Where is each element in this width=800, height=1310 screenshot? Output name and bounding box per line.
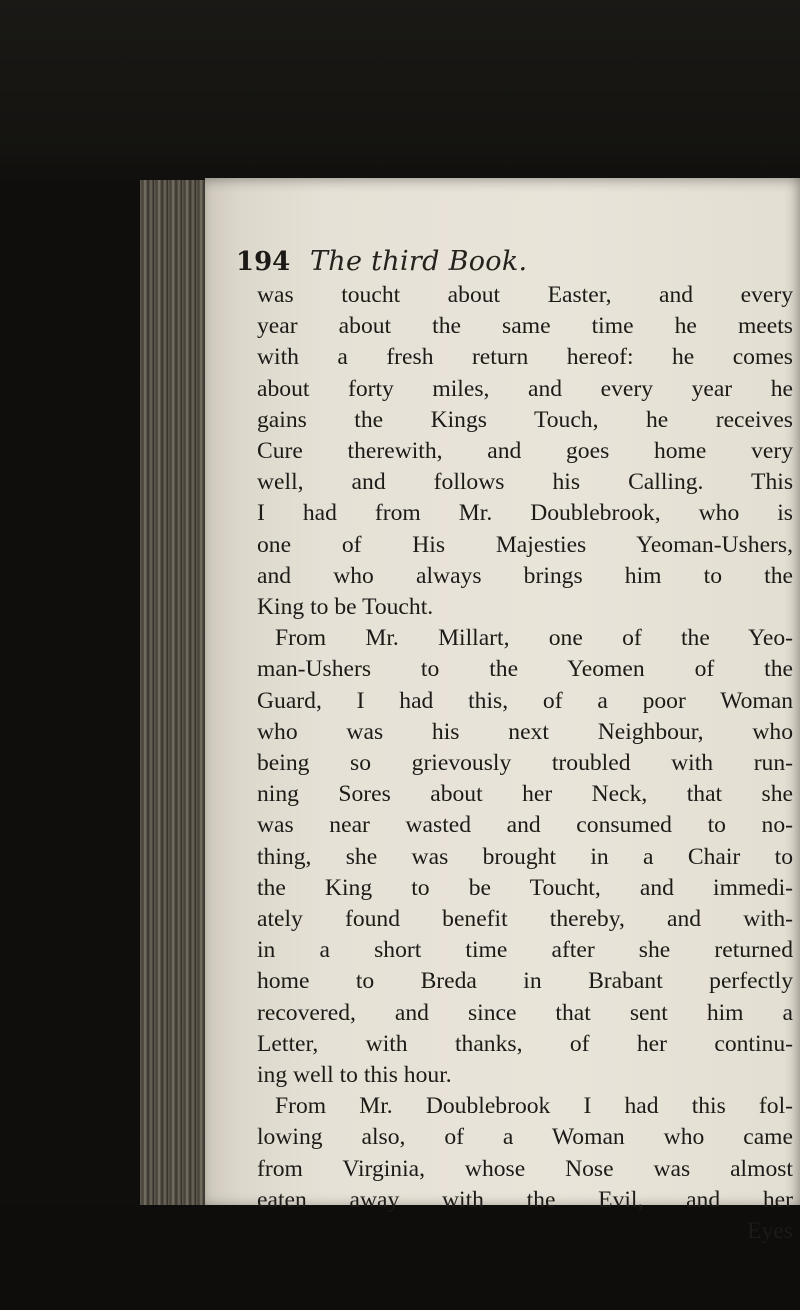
text-line: ately found benefit thereby, and with- — [257, 906, 793, 933]
text-line: about forty miles, and every year he — [257, 375, 793, 402]
text-line: home to Breda in Brabant perfectly — [257, 968, 793, 995]
text-line: in a short time after she returned — [257, 937, 793, 964]
text-line: was near wasted and consumed to no- — [257, 812, 793, 839]
text-line: who was his next Neighbour, who — [257, 718, 793, 745]
text-line: and who always brings him to the — [257, 562, 793, 589]
text-line: lowing also, of a Woman who came — [257, 1124, 793, 1151]
text-line: eaten away with the Evil, and her — [257, 1186, 793, 1213]
text-line: man-Ushers to the Yeomen of the — [257, 656, 793, 683]
page-header — [236, 242, 796, 282]
text-line: ing well to this hour. — [257, 1062, 452, 1089]
text-line: From Mr. Millart, one of the Yeo- — [275, 625, 793, 652]
text-line: From Mr. Doublebrook I had this fol- — [275, 1093, 793, 1120]
text-line: one of His Majesties Yeoman-Ushers, — [257, 531, 793, 558]
text-line: King to be Toucht. — [257, 594, 434, 621]
text-line: gains the Kings Touch, he receives — [257, 406, 793, 433]
catchword: Eyes — [747, 1218, 793, 1245]
text-line: Guard, I had this, of a poor Woman — [257, 687, 793, 714]
text-line: Letter, with thanks, of her continu- — [257, 1030, 793, 1057]
text-line: well, and follows his Calling. This — [257, 469, 793, 496]
text-line: from Virginia, whose Nose was almost — [257, 1155, 793, 1182]
page-number: 194 — [236, 247, 291, 277]
text-line: the King to be Toucht, and immedi- — [257, 874, 793, 901]
text-line: I had from Mr. Doublebrook, who is — [257, 500, 793, 527]
text-line: Cure therewith, and goes home very — [257, 438, 793, 465]
running-head: The third Book. — [310, 246, 528, 277]
text-line: was toucht about Easter, and every — [257, 282, 793, 308]
text-line: year about the same time he meets — [257, 313, 793, 340]
text-line: being so grievously troubled with run- — [257, 750, 793, 777]
text-line: with a fresh return hereof: he comes — [257, 344, 793, 371]
text-line: ning Sores about her Neck, that she — [257, 781, 793, 808]
scan-background-top — [0, 0, 800, 190]
text-line: recovered, and since that sent him a — [257, 999, 793, 1026]
body-text — [257, 280, 793, 1247]
text-line: thing, she was brought in a Chair to — [257, 843, 793, 870]
